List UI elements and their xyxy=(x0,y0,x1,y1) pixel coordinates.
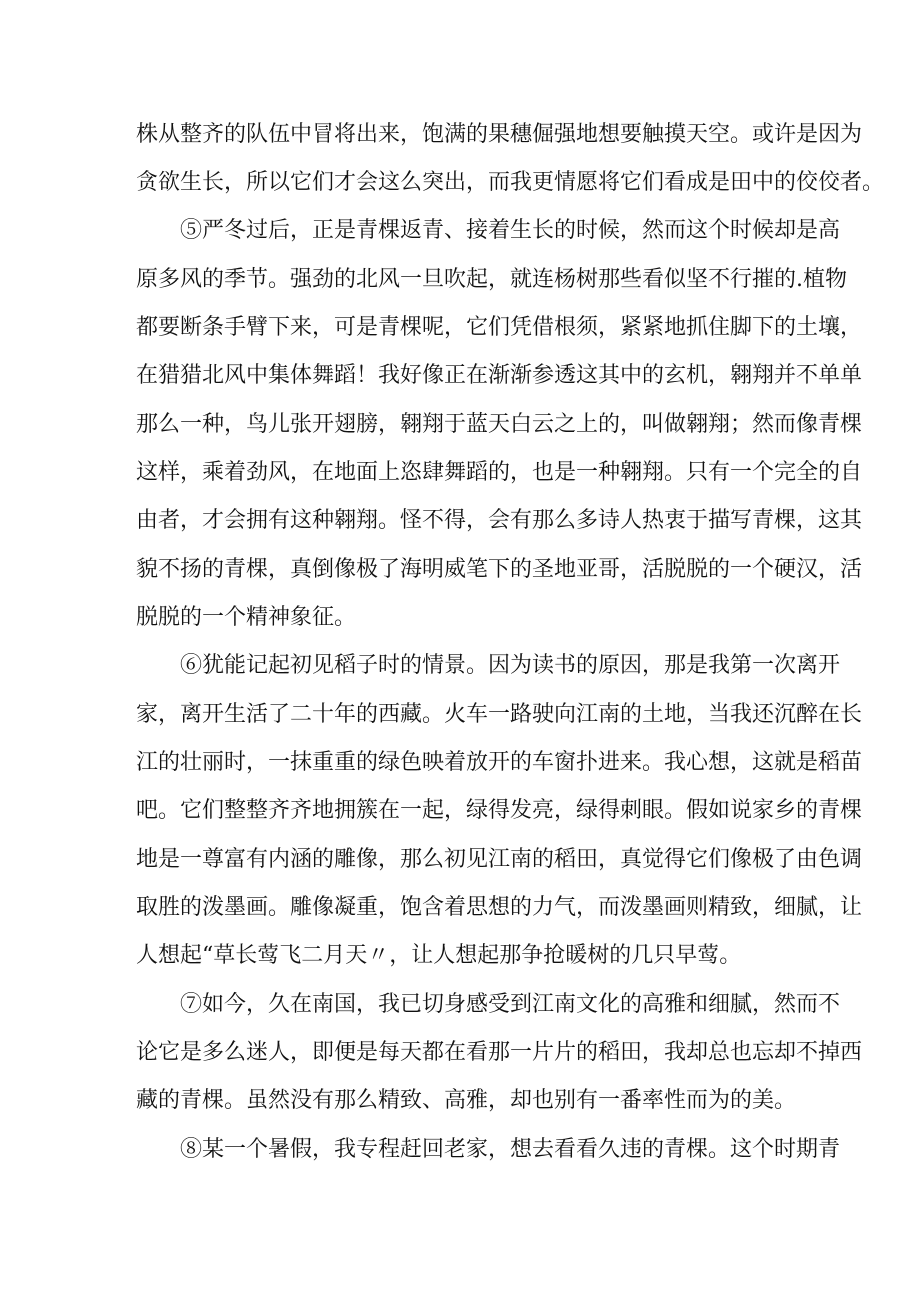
text-line: 由者，才会拥有这种翱翔。怪不得，会有那么多诗人热衷于描写青棵，这其 xyxy=(136,508,863,533)
text-line: 取胜的泼墨画。雕像凝重，饱含着思想的力气，而泼墨画则精致，细腻，让 xyxy=(136,895,863,920)
text-line: 都要断条手臂下来，可是青棵呢，它们凭借根须，紧紧地抓住脚下的土壤， xyxy=(136,315,863,340)
text-line: 这样，乘着劲风，在地面上恣肆舞蹈的，也是一种翱翔。只有一个完全的自 xyxy=(136,460,863,485)
text-line: 江的壮丽时，一抹重重的绿色映着放开的车窗扑进来。我心想，这就是稻苗 xyxy=(136,750,863,775)
paragraph-5-start: ⑤严冬过后，正是青棵返青、接着生长的时候，然而这个时候却是高 xyxy=(180,218,841,243)
text-line: 株从整齐的队伍中冒将出来，饱满的果穗倔强地想要触摸天空。或许是因为 xyxy=(136,122,863,147)
text-line: 藏的青棵。虽然没有那么精致、高雅，却也别有一番率性而为的美。 xyxy=(136,1088,797,1113)
paragraph-7-start: ⑦如今，久在南国，我已切身感受到江南文化的高雅和细腻，然而不 xyxy=(180,992,841,1017)
text-line: 原多风的季节。强劲的北风一旦吹起，就连杨树那些看似坚不行摧的.植物 xyxy=(136,267,847,292)
text-line: 贪欲生长，所以它们才会这么突出，而我更情愿将它们看成是田中的佼佼者。 xyxy=(136,170,885,195)
text-line: 论它是多么迷人，即便是每天都在看那一片片的稻田，我却总也忘却不掉西 xyxy=(136,1040,863,1065)
text-line: 人想起“草长莺飞二月天〃，让人想起那争抢暖树的几只早莺。 xyxy=(136,943,742,968)
text-line: 家，离开生活了二十年的西藏。火车一路驶向江南的土地，当我还沉醉在长 xyxy=(136,702,863,727)
text-line: 吧。它们整整齐齐地拥簇在一起，绿得发亮，绿得刺眼。假如说家乡的青棵 xyxy=(136,798,863,823)
text-line: 在猎猎北风中集体舞蹈！我好像正在渐渐参透这其中的玄机，翱翔并不单单 xyxy=(136,363,863,388)
paragraph-6-start: ⑥犹能记起初见稻子时的情景。因为读书的原因，那是我第一次离开 xyxy=(180,653,841,678)
text-line: 脱脱的一个精神象征。 xyxy=(136,605,357,630)
paragraph-8-start: ⑧某一个暑假，我专程赶回老家，想去看看久违的青棵。这个时期青 xyxy=(180,1137,841,1162)
text-line: 貌不扬的青棵，真倒像极了海明威笔下的圣地亚哥，活脱脱的一个硬汉，活 xyxy=(136,557,863,582)
text-line: 那么一种，鸟儿张开翅膀，翱翔于蓝天白云之上的，叫做翱翔；然而像青棵 xyxy=(136,412,863,437)
text-line: 地是一尊富有内涵的雕像，那么初见江南的稻田，真觉得它们像极了由色调 xyxy=(136,847,863,872)
